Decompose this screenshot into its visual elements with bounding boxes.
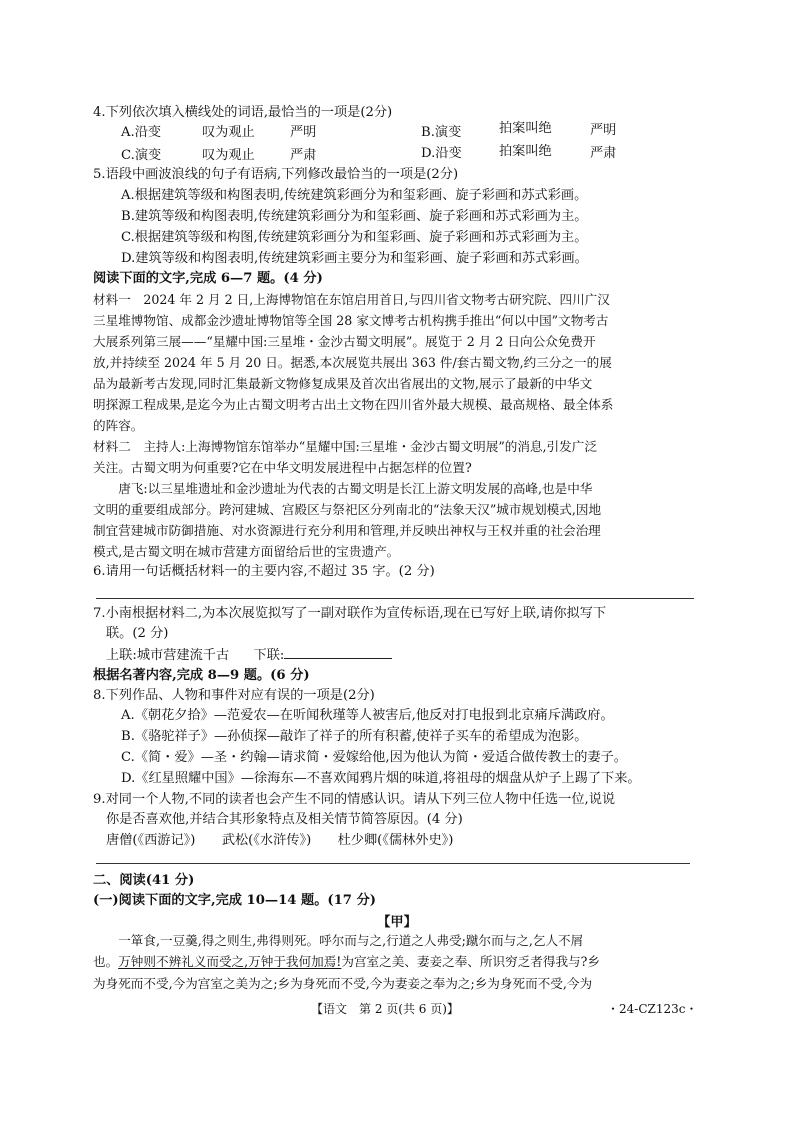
q8-option-b[interactable]: B.《骆驼祥子》—孙侦探—敲诈了祥子的所有积蓄,使祥子买车的希望成为泡影。 — [121, 729, 588, 744]
q9-choice: 杜少卿(《儒林外史》) — [337, 833, 454, 848]
q4-option-d-w3: 严肃 — [590, 146, 617, 161]
q9-answer-line[interactable] — [96, 863, 690, 864]
q4-option-a-w2: 叹为观止 — [202, 125, 255, 140]
q9-choice: 武松(《水浒传》) — [221, 833, 312, 848]
material2-line: 关注。古蜀文明为何重要?它在中华文明发展进程中占据怎样的位置? — [93, 460, 472, 475]
q4-option-d-w2: 拍案叫绝 — [499, 144, 552, 159]
q6-stem: 6.请用一句话概括材料一的主要内容,不超过 35 字。(2 分) — [93, 564, 435, 579]
page-number: 【语文 第 2 页(共 6 页)】 — [311, 1002, 459, 1016]
q7-lower-label: 下联: — [253, 648, 285, 663]
passage-jia-line: 也。万钟则不辨礼义而受之,万钟于我何加焉!为宫室之美、妻妾之奉、所识穷乏者得我与?乡 — [93, 954, 600, 969]
q4-option-b[interactable]: B.演变 — [421, 125, 462, 140]
q4-option-d[interactable]: D.沿变 — [421, 146, 462, 161]
q4-option-b-w2: 拍案叫绝 — [499, 121, 552, 136]
q4-option-a-w3: 严明 — [290, 125, 317, 140]
q8-option-a[interactable]: A.《朝花夕拾》—范爱农—在听闻秋瑾等人被害后,他反对打电报到北京痛斥满政府。 — [121, 708, 614, 723]
q7-upper-couplet: 上联:城市营建流千古 — [106, 648, 230, 663]
q4-option-c[interactable]: C.演变 — [121, 148, 162, 163]
passage-jia-line: 为身死而不受,今为宫室之美为之;乡为身死而不受,今为妻妾之奉为之;乡为身死而不受,今为 — [93, 976, 593, 991]
material2-line: 模式,是古蜀文明在城市营建方面留给后世的宝贵遗产。 — [93, 544, 400, 559]
underlined-sentence: 万钟则不辨礼义而受之,万钟于我何加焉! — [118, 954, 342, 969]
material1-line: 明探源工程成果,是迄今为止古蜀文明考古出土文物在四川省外最大规模、最高规格、最全体系 — [93, 397, 614, 412]
material2-line: 制宜营建城市防御措施、对水资源进行充分利用和管理,并反映出神权与王权并重的社会治理 — [93, 523, 601, 538]
q8-option-c[interactable]: C.《简・爱》—圣・约翰—请求简・爱嫁给他,因为他认为简・爱适合做传教士的妻子。 — [121, 750, 627, 765]
q4-option-a[interactable]: A.沿变 — [121, 125, 162, 140]
passage-jia-line: 一箪食,一豆羹,得之则生,弗得则死。呼尔而与之,行道之人弗受;蹴尔而与之,乞人不屑 — [93, 933, 584, 948]
material1-line: 的阵容。 — [93, 418, 144, 433]
q9-choices — [106, 832, 453, 850]
q5-option-a[interactable]: A.根据建筑等级和构图表明,传统建筑彩画分为和玺彩画、旋子彩画和苏式彩画。 — [121, 188, 588, 203]
q7-lower-blank[interactable] — [284, 646, 392, 659]
material1-line: 放,并持续至 2024 年 5 月 20 日。据悉,本次展览共展出 363 件/套古蜀文物,约三分之一的展 — [93, 355, 612, 370]
q5-option-d[interactable]: D.建筑等级和构图表明,传统建筑彩画主要分为和玺彩画、旋子彩画和苏式彩画。 — [121, 251, 588, 266]
q5-option-b[interactable]: B.建筑等级和构图表明,传统建筑彩画分为和玺彩画、旋子彩画和苏式彩画为主。 — [121, 209, 588, 224]
material2-line: 文明的重要组成部分。跨河建城、宫殿区与祭祀区分列南北的“法象天汉”城市规划模式,因地 — [93, 502, 602, 517]
q9-stem-cont: 你是否喜欢他,并结合其形象特点及相关情节简答原因。(4 分) — [106, 812, 463, 827]
material2-line: 材料二 主持人:上海博物馆东馆举办“星耀中国:三星堆・金沙古蜀文明展”的消息,引发广泛 — [93, 439, 597, 454]
reading-6-7-heading: 阅读下面的文字,完成 6—7 题。(4 分) — [93, 271, 323, 286]
material1-line: 材料一 2024 年 2 月 2 日,上海博物馆在东馆启用首日,与四川省文物考古研究院、四川广汉 — [93, 292, 610, 307]
q5-option-c[interactable]: C.根据建筑等级和构图,传统建筑彩画分为和玺彩画、旋子彩画和苏式彩画为主。 — [121, 230, 588, 245]
material1-line: 品为最新考古发现,同时汇集最新文物修复成果及首次出省展出的文物,展示了最新的中华文 — [93, 376, 593, 391]
material2-line: 唐飞:以三星堆遗址和金沙遗址为代表的古蜀文明是长江上游文明发展的高峰,也是中华 — [93, 481, 593, 496]
q9-stem: 9.对同一个人物,不同的读者也会产生不同的情感认识。请从下列三位人物中任选一位,说说 — [93, 792, 616, 807]
q4-option-b-w3: 严明 — [590, 123, 617, 138]
q7-stem-cont: 联。(2 分) — [106, 626, 169, 641]
q4-stem: 4.下列依次填入横线处的词语,最恰当的一项是(2分) — [93, 105, 393, 120]
paper-code: ・24-CZ123c・ — [607, 1002, 698, 1016]
section2-title: 二、阅读(41 分) — [93, 873, 195, 888]
material1-line: 三星堆博物馆、成都金沙遗址博物馆等全国 28 家文博考古机构携手推出“何以中国”文物考古 — [93, 313, 609, 328]
q9-choice: 唐僧(《西游记》) — [106, 833, 196, 848]
section2-sub-heading: (一)阅读下面的文字,完成 10—14 题。(17 分) — [93, 893, 377, 908]
q6-answer-line[interactable] — [96, 598, 694, 599]
q5-stem: 5.语段中画波浪线的句子有语病,下列修改最恰当的一项是(2分) — [93, 167, 459, 182]
material1-line: 大展系列第三展——“星耀中国:三星堆・金沙古蜀文明展”。展览于 2 月 2 日向公众免费开 — [93, 334, 596, 349]
q8-option-d[interactable]: D.《红星照耀中国》—徐海东—不喜欢闻鸦片烟的味道,将祖母的烟盘从炉子上踢了下来。 — [121, 771, 641, 786]
q4-option-c-w2: 叹为观止 — [202, 148, 255, 163]
q4-option-c-w3: 严肃 — [290, 148, 317, 163]
reading-8-9-heading: 根据名著内容,完成 8—9 题。(6 分) — [93, 668, 310, 683]
passage-jia-label: 【甲】 — [377, 915, 417, 930]
q7-stem: 7.小南根据材料二,为本次展览拟写了一副对联作为宣传标语,现在已写好上联,请你拟写下 — [93, 606, 607, 621]
q7-couplet — [106, 646, 392, 665]
q8-stem: 8.下列作品、人物和事件对应有误的一项是(2分) — [93, 688, 375, 703]
